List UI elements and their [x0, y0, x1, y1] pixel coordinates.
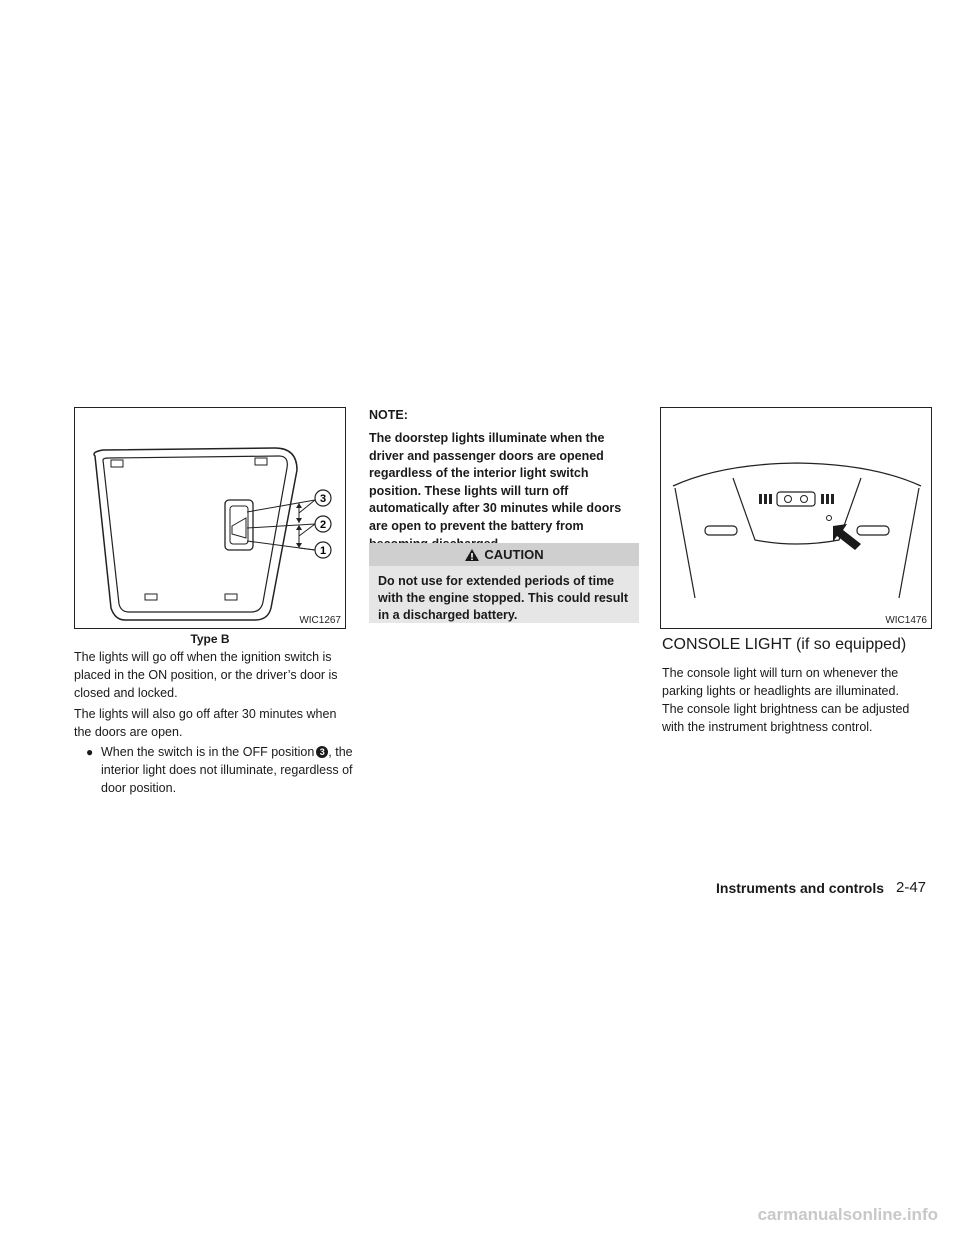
interior-light-illustration: [75, 408, 347, 630]
note-text: The doorstep lights illuminate when the driver and passenger doors are opened regardless of the interior light switch position. These lights will turn off automatically after 30 minutes while doors are open to prevent the battery from: [369, 431, 622, 533]
figure-code-left: WIC1267: [299, 615, 341, 626]
section-title-console-light: CONSOLE LIGHT (if so equipped): [662, 636, 907, 653]
right-paragraph-1: The console light will turn on whenever the parking lights or headlights are illuminated.: [662, 666, 899, 698]
pointer-arrow-icon: [833, 524, 861, 550]
caution-header: [369, 543, 639, 566]
figure-caption: Type B: [190, 632, 230, 646]
bullet-text: When the switch is in the OFF position 3 , the interior light does not illuminate, regardless of door position.: [101, 745, 353, 795]
right-paragraph-2: The console light brightness can be adjusted with the instrument brightness control.: [662, 702, 910, 734]
figure-console-light: [660, 407, 932, 629]
bullet-item-off-position: [86, 743, 370, 803]
caution-box: [369, 543, 639, 623]
caution-text: Do not use for extended periods of time with the engine stopped. This could result in a discharged battery.: [378, 574, 629, 622]
bullet-marker: ●: [86, 745, 94, 759]
footer-page-number: 2-47: [896, 879, 927, 896]
caution-heading: CAUTION: [484, 547, 544, 562]
watermark: carmanualsonline.info: [757, 1205, 938, 1224]
callout-2: 2: [319, 519, 327, 531]
callout-3: 3: [319, 493, 327, 505]
figure-code-right: WIC1476: [885, 615, 927, 626]
position-3-ref: 3: [316, 746, 328, 758]
left-paragraph-1: The lights will go off when the ignition switch is placed in the ON position, or the driver’s door is closed and locked.: [74, 650, 338, 700]
left-paragraph-2: The lights will also go off after 30 minutes when the doors are open.: [74, 707, 337, 739]
warning-triangle-icon: [464, 548, 480, 562]
figure-type-b-interior-light: [74, 407, 346, 629]
callout-1: 1: [319, 545, 327, 557]
note-heading: NOTE:: [369, 408, 408, 422]
console-light-illustration: [661, 408, 933, 630]
footer-section-label: Instruments and controls: [716, 880, 885, 896]
